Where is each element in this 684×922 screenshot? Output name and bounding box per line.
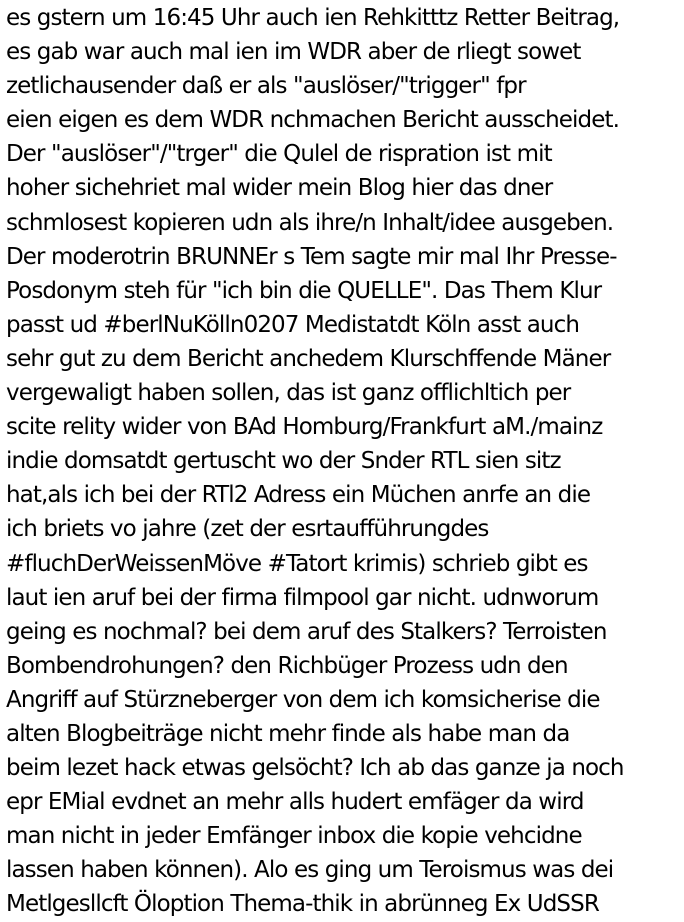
text-line: Bombendrohungen? den Richbüger Prozess udn den: [6, 652, 568, 679]
text-line: alten Blogbeiträge nicht mehr finde als habe man da: [6, 720, 570, 747]
text-line: epr EMial evdnet an mehr alls hudert emfäger da wird: [6, 789, 584, 816]
text-line: lassen haben können). Alo es ging um Teroismus was dei: [6, 857, 614, 884]
text-line: es gab war auch mal ien im WDR aber de rliegt sowet: [6, 39, 581, 66]
text-line: sehr gut zu dem Bericht anchedem Klurschffende Mäner: [6, 345, 611, 372]
text-line: scite relity wider von BAd Homburg/Frankfurt aM./mainz: [6, 414, 603, 441]
body-text: [6, 1, 682, 922]
text-line: Der "auslöser"/"trger" die Qulel de rispration ist mit: [6, 141, 552, 168]
text-line: Metlgesllcft Öloption Thema-thik in abrünneg Ex UdSSR: [6, 891, 599, 918]
text-line: Posdonym steh für "ich bin die QUELLE". Das Them Klur: [6, 277, 602, 304]
text-line: hoher sichehriet mal wider mein Blog hier das dner: [6, 175, 553, 202]
text-line: Angriff auf Stürzneberger von dem ich komsicherise die: [6, 686, 600, 713]
text-line: laut ien aruf bei der firma filmpool gar nicht. udnworum: [6, 584, 599, 611]
text-line: schmlosest kopieren udn als ihre/n Inhalt/idee ausgeben.: [6, 209, 614, 236]
text-line: zetlichausender daß er als "auslöser/"trigger" fpr: [6, 73, 526, 100]
text-line: beim lezet hack etwas gelsöcht? Ich ab das ganze ja noch: [6, 755, 624, 782]
text-line: ich briets vo jahre (zet der esrtaufführungdes: [6, 516, 489, 543]
text-line: eien eigen es dem WDR nchmachen Bericht ausscheidet.: [6, 107, 619, 134]
text-line: man nicht in jeder Emfänger inbox die kopie vehcidne: [6, 823, 582, 850]
text-line: es gstern um 16:45 Uhr auch ien Rehkitttz Retter Beitrag,: [6, 5, 620, 31]
text-line: #fluchDerWeissenMöve #Tatort krimis) schrieb gibt es: [6, 550, 588, 577]
text-line: vergewaligt haben sollen, das ist ganz offlichltich per: [6, 380, 571, 407]
text-line: geing es nochmal? bei dem aruf des Stalkers? Terroisten: [6, 618, 607, 645]
text-line: indie domsatdt gertuscht wo der Snder RTL sien sitz: [6, 448, 561, 475]
text-line: Der moderotrin BRUNNEr s Tem sagte mir mal Ihr Presse-: [6, 243, 617, 270]
text-line: hat,als ich bei der RTl2 Adress ein Müchen anrfe an die: [6, 482, 591, 509]
text-line: passt ud #berlNuKölln0207 Medistatdt Köln asst auch: [6, 311, 580, 338]
